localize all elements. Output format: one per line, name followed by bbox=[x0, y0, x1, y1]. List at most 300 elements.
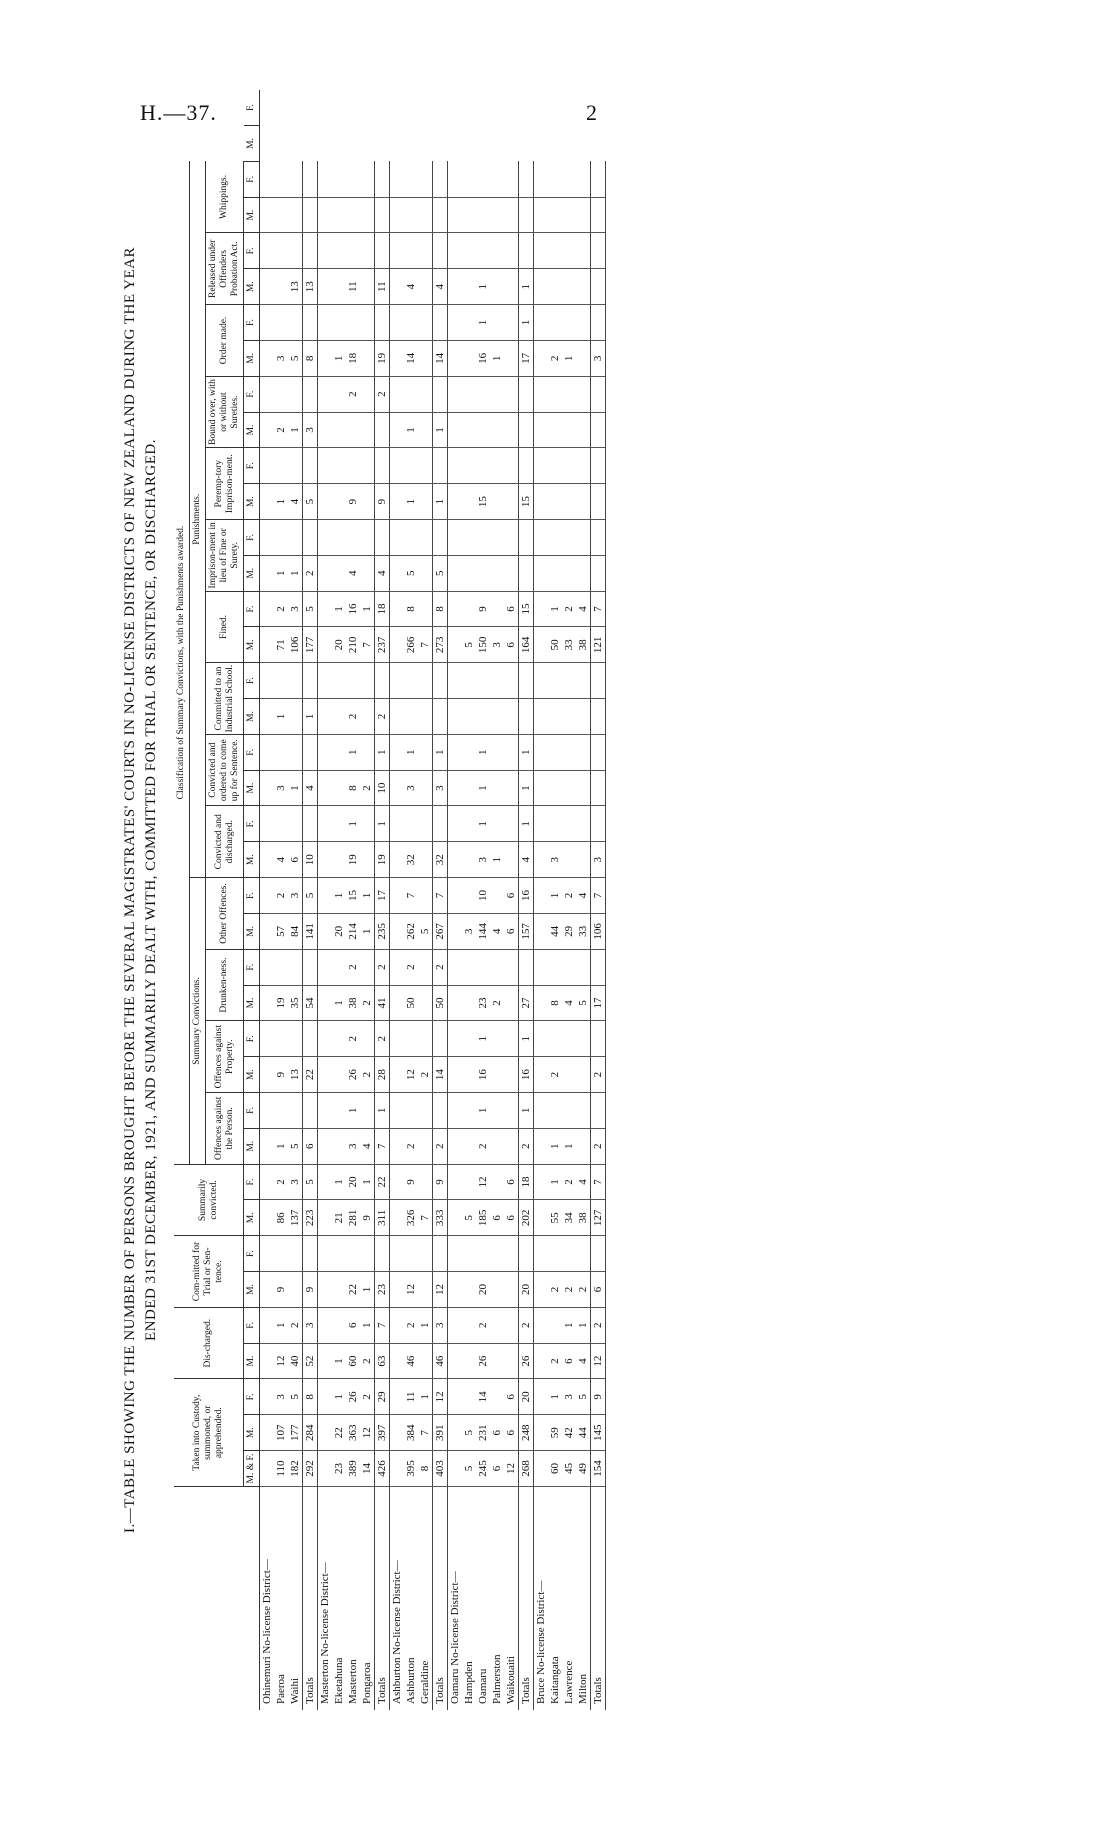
table-cell: 16 bbox=[476, 1057, 490, 1093]
table-cell bbox=[332, 233, 346, 269]
table-cell: 9 bbox=[476, 591, 490, 627]
table-cell bbox=[260, 842, 275, 878]
table-cell: 3 bbox=[346, 1128, 360, 1164]
table-cell bbox=[288, 161, 303, 197]
table-cell bbox=[318, 1164, 333, 1200]
table-cell: 1 bbox=[519, 806, 534, 842]
table-cell bbox=[288, 949, 303, 985]
table-cell: 5 bbox=[404, 555, 418, 591]
table-cell: 1 bbox=[332, 1343, 346, 1379]
table-cell bbox=[318, 305, 333, 341]
table-cell: 14 bbox=[433, 1057, 448, 1093]
table-cell bbox=[418, 412, 433, 448]
table-cell bbox=[490, 878, 504, 914]
table-cell: 17 bbox=[591, 985, 606, 1021]
table-cell bbox=[360, 448, 375, 484]
table-cell: 2 bbox=[519, 1307, 534, 1343]
table-cell bbox=[462, 269, 476, 305]
table-cell bbox=[318, 520, 333, 556]
table-cell bbox=[332, 1021, 346, 1057]
table-cell: 22 bbox=[332, 1415, 346, 1451]
table-cell bbox=[332, 305, 346, 341]
table-cell bbox=[375, 161, 390, 197]
table-cell bbox=[562, 842, 576, 878]
table-cell bbox=[534, 197, 549, 233]
table-cell bbox=[375, 448, 390, 484]
table-cell bbox=[418, 161, 433, 197]
table-cell: 127 bbox=[591, 1200, 606, 1236]
table-cell: 18 bbox=[346, 340, 360, 376]
table-cell bbox=[390, 484, 405, 520]
table-cell: 2 bbox=[360, 1379, 375, 1415]
table-cell bbox=[433, 663, 448, 699]
table-cell bbox=[534, 520, 549, 556]
table-cell bbox=[462, 340, 476, 376]
table-cell bbox=[274, 269, 288, 305]
table-cell bbox=[360, 305, 375, 341]
table-cell: 391 bbox=[433, 1415, 448, 1451]
table-cell: 32 bbox=[433, 842, 448, 878]
row-label: Palmerston bbox=[491, 1654, 503, 1704]
table-cell: 2 bbox=[360, 1057, 375, 1093]
table-cell: 3 bbox=[433, 770, 448, 806]
table-cell bbox=[562, 269, 576, 305]
header-bound: Bound over, with or without Sureties. bbox=[206, 376, 244, 448]
table-cell bbox=[318, 1343, 333, 1379]
table-cell bbox=[448, 520, 463, 556]
table-cell bbox=[360, 1021, 375, 1057]
table-cell: 4 bbox=[576, 1343, 591, 1379]
table-row bbox=[504, 90, 519, 1710]
table-cell bbox=[490, 1164, 504, 1200]
table-cell: 248 bbox=[519, 1415, 534, 1451]
table-cell bbox=[490, 1128, 504, 1164]
table-cell bbox=[548, 699, 562, 735]
table-cell: 12 bbox=[504, 1451, 519, 1487]
table-cell bbox=[318, 1057, 333, 1093]
table-cell bbox=[260, 1128, 275, 1164]
table-cell: 1 bbox=[404, 734, 418, 770]
table-cell: 1 bbox=[548, 1128, 562, 1164]
table-cell bbox=[534, 1415, 549, 1451]
table-cell: 12 bbox=[433, 1272, 448, 1308]
table-cell bbox=[534, 842, 549, 878]
row-label: Totals bbox=[519, 1486, 534, 1710]
table-cell bbox=[390, 376, 405, 412]
table-cell bbox=[562, 305, 576, 341]
table-cell bbox=[390, 949, 405, 985]
table-cell bbox=[504, 484, 519, 520]
table-cell: 1 bbox=[360, 1164, 375, 1200]
table-cell bbox=[534, 1093, 549, 1129]
table-cell: 3 bbox=[476, 842, 490, 878]
table-cell: 10 bbox=[303, 842, 318, 878]
table-cell bbox=[418, 663, 433, 699]
table-cell: 63 bbox=[375, 1343, 390, 1379]
table-cell: 5 bbox=[576, 1379, 591, 1415]
table-cell bbox=[462, 985, 476, 1021]
table-cell bbox=[288, 663, 303, 699]
table-cell bbox=[332, 842, 346, 878]
table-cell: 4 bbox=[433, 269, 448, 305]
table-cell bbox=[462, 842, 476, 878]
table-cell: 1 bbox=[433, 734, 448, 770]
mf-header-row bbox=[244, 90, 260, 1710]
row-label: Geraldine bbox=[419, 1660, 431, 1704]
table-cell bbox=[274, 806, 288, 842]
table-cell: 2 bbox=[433, 1128, 448, 1164]
table-cell bbox=[534, 233, 549, 269]
table-cell bbox=[476, 233, 490, 269]
subheader-m: M. bbox=[244, 842, 260, 878]
table-row bbox=[274, 90, 288, 1710]
table-cell bbox=[390, 627, 405, 663]
table-cell: 4 bbox=[288, 484, 303, 520]
table-cell bbox=[332, 663, 346, 699]
table-cell bbox=[576, 233, 591, 269]
table-cell bbox=[504, 842, 519, 878]
table-cell bbox=[519, 520, 534, 556]
table-cell bbox=[448, 591, 463, 627]
table-cell: 15 bbox=[476, 484, 490, 520]
table-cell bbox=[490, 591, 504, 627]
table-cell bbox=[303, 663, 318, 699]
table-cell: 5 bbox=[303, 878, 318, 914]
table-cell bbox=[591, 448, 606, 484]
table-cell: 121 bbox=[591, 627, 606, 663]
table-cell: 18 bbox=[375, 591, 390, 627]
table-cell bbox=[318, 949, 333, 985]
table-cell bbox=[390, 1415, 405, 1451]
table-cell bbox=[576, 842, 591, 878]
table-cell bbox=[576, 949, 591, 985]
table-cell bbox=[260, 770, 275, 806]
table-cell bbox=[433, 376, 448, 412]
table-cell bbox=[534, 1451, 549, 1487]
table-cell: 4 bbox=[576, 591, 591, 627]
table-cell bbox=[591, 233, 606, 269]
table-cell: 15 bbox=[519, 591, 534, 627]
table-cell: 12 bbox=[476, 1164, 490, 1200]
table-cell bbox=[448, 448, 463, 484]
table-cell bbox=[318, 985, 333, 1021]
table-cell: 2 bbox=[360, 770, 375, 806]
subheader-m: M. bbox=[244, 699, 260, 735]
table-cell: 4 bbox=[519, 842, 534, 878]
table-cell bbox=[562, 1057, 576, 1093]
table-cell: 8 bbox=[303, 1379, 318, 1415]
table-cell bbox=[390, 1128, 405, 1164]
table-cell bbox=[260, 161, 275, 197]
table-cell bbox=[562, 699, 576, 735]
table-cell bbox=[318, 627, 333, 663]
table-cell: 2 bbox=[562, 1164, 576, 1200]
table-cell: 106 bbox=[591, 913, 606, 949]
table-cell bbox=[534, 305, 549, 341]
table-cell bbox=[318, 663, 333, 699]
table-cell bbox=[274, 520, 288, 556]
table-cell: 2 bbox=[274, 591, 288, 627]
table-cell bbox=[433, 448, 448, 484]
subheader-m: M. bbox=[244, 1272, 260, 1308]
table-cell: 141 bbox=[303, 913, 318, 949]
table-cell: 262 bbox=[404, 913, 418, 949]
table-cell bbox=[548, 663, 562, 699]
row-label: Waikouaiti bbox=[505, 1656, 517, 1704]
table-cell: 5 bbox=[303, 591, 318, 627]
header-committed: Com-mitted for Trial or Sen-tence. bbox=[174, 1236, 244, 1308]
table-cell bbox=[318, 376, 333, 412]
table-row bbox=[360, 90, 375, 1710]
table-cell bbox=[562, 520, 576, 556]
header-discharged: Dis-charged. bbox=[174, 1307, 244, 1379]
table-cell bbox=[260, 1200, 275, 1236]
table-cell bbox=[462, 1307, 476, 1343]
subheader-f: F. bbox=[244, 663, 260, 699]
table-cell: 202 bbox=[519, 1200, 534, 1236]
table-cell: 16 bbox=[476, 340, 490, 376]
table-cell bbox=[548, 1307, 562, 1343]
table-cell: 426 bbox=[375, 1451, 390, 1487]
table-cell bbox=[490, 520, 504, 556]
table-cell: 106 bbox=[288, 627, 303, 663]
table-cell: 6 bbox=[504, 591, 519, 627]
table-cell bbox=[260, 949, 275, 985]
table-cell bbox=[504, 699, 519, 735]
header-classification: Classification of Summary Convictions, with the Punishments awarded. bbox=[174, 161, 190, 1164]
table-cell: 237 bbox=[375, 627, 390, 663]
table-cell bbox=[260, 197, 275, 233]
table-cell bbox=[390, 1307, 405, 1343]
table-cell: 2 bbox=[288, 1307, 303, 1343]
table-cell: 1 bbox=[274, 484, 288, 520]
table-cell: 5 bbox=[433, 555, 448, 591]
table-cell: 1 bbox=[519, 269, 534, 305]
table-cell bbox=[274, 448, 288, 484]
table-cell: 41 bbox=[375, 985, 390, 1021]
subheader-f: F. bbox=[244, 1093, 260, 1129]
table-title bbox=[120, 110, 162, 1670]
table-cell bbox=[462, 878, 476, 914]
table-cell: 15 bbox=[346, 878, 360, 914]
table-cell bbox=[318, 913, 333, 949]
table-cell bbox=[462, 1164, 476, 1200]
table-cell bbox=[433, 1093, 448, 1129]
table-cell bbox=[519, 699, 534, 735]
table-cell bbox=[534, 1200, 549, 1236]
table-cell: 1 bbox=[288, 555, 303, 591]
row-label: Oamaru No-license District— bbox=[449, 1571, 461, 1704]
table-cell bbox=[260, 878, 275, 914]
header-fined: Fined. bbox=[206, 591, 244, 663]
table-cell bbox=[375, 1236, 390, 1272]
table-cell: 60 bbox=[346, 1343, 360, 1379]
table-cell bbox=[504, 985, 519, 1021]
table-cell: 1 bbox=[288, 770, 303, 806]
table-cell: 5 bbox=[462, 1415, 476, 1451]
table-cell bbox=[260, 269, 275, 305]
table-cell bbox=[448, 842, 463, 878]
table-cell bbox=[490, 1343, 504, 1379]
table-cell bbox=[288, 699, 303, 735]
table-cell: 8 bbox=[433, 591, 448, 627]
table-cell bbox=[462, 1236, 476, 1272]
table-cell: 10 bbox=[476, 878, 490, 914]
table-cell bbox=[448, 1415, 463, 1451]
table-cell: 23 bbox=[476, 985, 490, 1021]
table-cell bbox=[303, 197, 318, 233]
table-cell: 26 bbox=[519, 1343, 534, 1379]
table-cell bbox=[346, 305, 360, 341]
header-released: Released under Offenders Probation Act. bbox=[206, 233, 244, 305]
table-cell bbox=[504, 197, 519, 233]
table-cell: 3 bbox=[274, 770, 288, 806]
table-cell: 11 bbox=[346, 269, 360, 305]
row-label: Ohinemuri No-license District— bbox=[261, 1559, 273, 1704]
table-cell bbox=[534, 1272, 549, 1308]
table-row bbox=[418, 90, 433, 1710]
table-cell bbox=[390, 412, 405, 448]
table-cell bbox=[490, 1021, 504, 1057]
table-cell: 1 bbox=[360, 913, 375, 949]
table-cell bbox=[346, 448, 360, 484]
table-cell: 2 bbox=[346, 699, 360, 735]
table-cell bbox=[318, 1093, 333, 1129]
table-cell bbox=[462, 663, 476, 699]
table-cell bbox=[562, 197, 576, 233]
table-cell: 9 bbox=[346, 484, 360, 520]
table-cell bbox=[318, 591, 333, 627]
table-cell bbox=[375, 305, 390, 341]
table-cell bbox=[534, 1021, 549, 1057]
table-cell bbox=[448, 806, 463, 842]
table-cell: 1 bbox=[490, 340, 504, 376]
table-cell bbox=[534, 806, 549, 842]
table-cell bbox=[534, 1379, 549, 1415]
table-cell bbox=[418, 770, 433, 806]
table-cell bbox=[418, 699, 433, 735]
table-cell bbox=[562, 734, 576, 770]
table-cell bbox=[448, 949, 463, 985]
totals-row bbox=[591, 90, 606, 1710]
table-cell bbox=[448, 913, 463, 949]
table-cell bbox=[576, 484, 591, 520]
table-cell bbox=[562, 161, 576, 197]
table-cell bbox=[576, 305, 591, 341]
header-person: Offences against the Person. bbox=[206, 1093, 244, 1165]
table-cell: 16 bbox=[519, 1057, 534, 1093]
table-cell bbox=[260, 555, 275, 591]
table-cell: 55 bbox=[548, 1200, 562, 1236]
table-cell bbox=[390, 1343, 405, 1379]
table-cell: 273 bbox=[433, 627, 448, 663]
table-cell: 17 bbox=[375, 878, 390, 914]
table-cell bbox=[404, 806, 418, 842]
table-cell: 154 bbox=[591, 1451, 606, 1487]
table-cell bbox=[318, 340, 333, 376]
table-cell: 2 bbox=[576, 1272, 591, 1308]
table-cell bbox=[462, 197, 476, 233]
table-cell bbox=[576, 340, 591, 376]
table-cell bbox=[318, 1307, 333, 1343]
table-cell: 45 bbox=[562, 1451, 576, 1487]
table-cell bbox=[548, 376, 562, 412]
table-cell bbox=[390, 1236, 405, 1272]
table-cell bbox=[504, 161, 519, 197]
table-cell: 1 bbox=[476, 1021, 490, 1057]
table-cell bbox=[390, 161, 405, 197]
table-cell bbox=[548, 305, 562, 341]
table-cell bbox=[360, 197, 375, 233]
table-cell bbox=[390, 555, 405, 591]
table-cell bbox=[490, 1236, 504, 1272]
table-cell bbox=[548, 1236, 562, 1272]
table-cell: 311 bbox=[375, 1200, 390, 1236]
table-cell bbox=[418, 1272, 433, 1308]
table-cell bbox=[318, 734, 333, 770]
subheader-m: M. bbox=[244, 1057, 260, 1093]
table-cell bbox=[591, 663, 606, 699]
table-cell bbox=[462, 305, 476, 341]
table-cell bbox=[318, 269, 333, 305]
row-label: Totals bbox=[591, 1486, 606, 1710]
table-cell: 363 bbox=[346, 1415, 360, 1451]
table-cell: 50 bbox=[433, 985, 448, 1021]
table-row bbox=[404, 90, 418, 1710]
table-cell bbox=[576, 770, 591, 806]
table-cell: 20 bbox=[519, 1272, 534, 1308]
table-cell: 4 bbox=[303, 770, 318, 806]
table-cell: 1 bbox=[548, 591, 562, 627]
table-cell bbox=[448, 340, 463, 376]
table-cell bbox=[260, 806, 275, 842]
table-cell bbox=[504, 1343, 519, 1379]
table-cell bbox=[548, 448, 562, 484]
statistics-table bbox=[174, 90, 606, 1710]
table-cell bbox=[303, 1021, 318, 1057]
table-row bbox=[576, 90, 591, 1710]
table-cell bbox=[418, 1236, 433, 1272]
table-cell: 2 bbox=[346, 1021, 360, 1057]
table-cell bbox=[534, 376, 549, 412]
table-cell bbox=[448, 305, 463, 341]
table-cell bbox=[591, 412, 606, 448]
header-conv-disch: Convicted and discharged. bbox=[206, 806, 244, 878]
header-property: Offences against Property. bbox=[206, 1021, 244, 1093]
table-cell bbox=[504, 1236, 519, 1272]
table-cell: 2 bbox=[404, 949, 418, 985]
table-cell bbox=[591, 305, 606, 341]
table-cell bbox=[591, 699, 606, 735]
table-cell bbox=[332, 520, 346, 556]
table-cell bbox=[404, 663, 418, 699]
table-cell bbox=[448, 555, 463, 591]
table-cell bbox=[562, 1093, 576, 1129]
table-cell bbox=[433, 1021, 448, 1057]
table-cell bbox=[448, 161, 463, 197]
table-cell bbox=[418, 233, 433, 269]
table-cell bbox=[260, 591, 275, 627]
table-cell bbox=[375, 663, 390, 699]
table-cell: 326 bbox=[404, 1200, 418, 1236]
row-label: Ashburton No-license District— bbox=[391, 1560, 403, 1704]
table-cell bbox=[318, 1451, 333, 1487]
header-imprisonment: Imprison-ment in lieu of Fine or Surety. bbox=[206, 520, 244, 592]
subheader-m: M. bbox=[244, 1200, 260, 1236]
subheader-m: M. bbox=[244, 197, 260, 233]
table-cell: 3 bbox=[303, 412, 318, 448]
table-cell: 1 bbox=[332, 591, 346, 627]
